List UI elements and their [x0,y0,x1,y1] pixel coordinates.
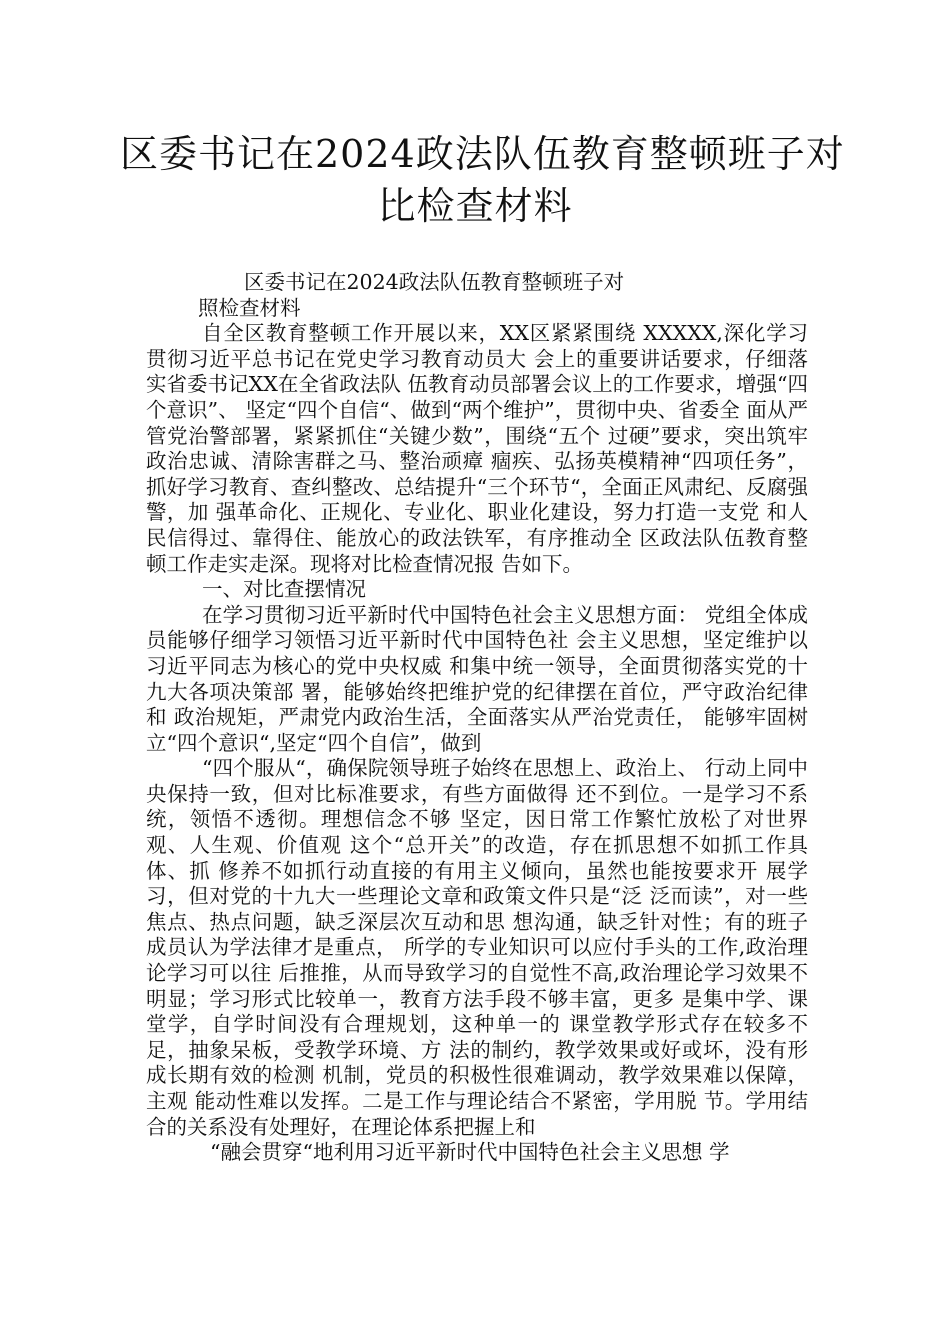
paragraph-continue: “融会贯穿“地利用习近平新时代中国特色社会主义思想 学 [210,1140,730,1165]
document-body [146,270,808,1166]
title-line-2: 比检查材料 [377,184,573,228]
paragraph-intro: 自全区教育整顿工作开展以来，XX区紧紧围绕 XXXXX,深化学习贯彻习近平总书记在党史学习教育动员大 会上的重要讲话要求，仔细落实省委书记XX在全省政法队 伍教育动员部署会议上的工作要求，增强“四个意识”、 坚定“四个自信“、做到“两个维护”，贯彻中央、省委全 面从严管党治警部署，紧紧抓住“关键少数”，围绕“五个 过硬”要求，突出筑牢政治忠诚、清除害群之马、整治顽瘴 痼疾、弘扬英模精神“四项任务”，抓好学习教育、查纠整改、总结提升“三个环节“，全面正风肃纪、反腐强警，加 强革命化、正规化、专业化、职业化建设，努力打造一支党 和人民信得过、靠得住、能放心的政法铁军，有序推动全 区政法队伍教育整顿工作走实走深。现将对比检查情况报 告如下。 [146,321,808,576]
paragraph-problems: “四个服从“，确保院领导班子始终在思想上、政治上、 行动上同中央保持一致，但对比标准要求，有些方面做得 还不到位。一是学习不系统，领悟不透彻。理想信念不够 坚定，因日常工作繁忙放松了对世界观、人生观、价值观 这个“总开关”的改造，存在抓思想不如抓工作具体、抓 修养不如抓行动直接的有用主义倾向，虽然也能按要求开 展学习，但对党的十九大一些理论文章和政策文件只是“泛 泛而读”，对一些焦点、热点问题，缺乏深层次互动和思 想沟通，缺乏针对性；有的班子成员认为学法律才是重点， 所学的专业知识可以应付手头的工作,政治理论学习可以往 后推推，从而导致学习的自觉性不高,政治理论学习效果不 明显；学习形式比较单一，教育方法手段不够丰富，更多 是集中学、课堂学，自学时间没有合理规划，这种单一的 课堂教学形式存在较多不足，抽象呆板，受教学环境、方 法的制约，教学效果或好或坏，没有形成长期有效的检测 机制，党员的积极性很难调动，教学效果难以保障，主观 能动性难以发挥。二是工作与理论结合不紧密，学用脱 节。学用结合的关系没有处理好，在理论体系把握上和 [146,756,808,1139]
subtitle-line-1: 区委书记在2024政法队伍教育整顿班子对 [244,270,625,294]
title-line-1: 区委书记在2024政法队伍教育整顿班子对 [120,132,845,176]
section-heading: 一、对比查摆情况 [202,577,366,602]
subtitle-line-2: 照检查材料 [198,295,301,320]
document-title [120,128,845,232]
paragraph-study: 在学习贯彻习近平新时代中国特色社会主义思想方面： 党组全体成员能够仔细学习领悟习近平新时代中国特色社 会主义思想，坚定维护以习近平同志为核心的党中央权威 和集中统一领导，全面贯彻落实党的十九大各项决策部 署，能够始终把维护党的纪律摆在首位，严守政治纪律和 政治规矩，严肃党内政治生活，全面落实从严治党责任， 能够牢固树立“四个意识“,坚定“四个自信”，做到 [146,602,808,755]
